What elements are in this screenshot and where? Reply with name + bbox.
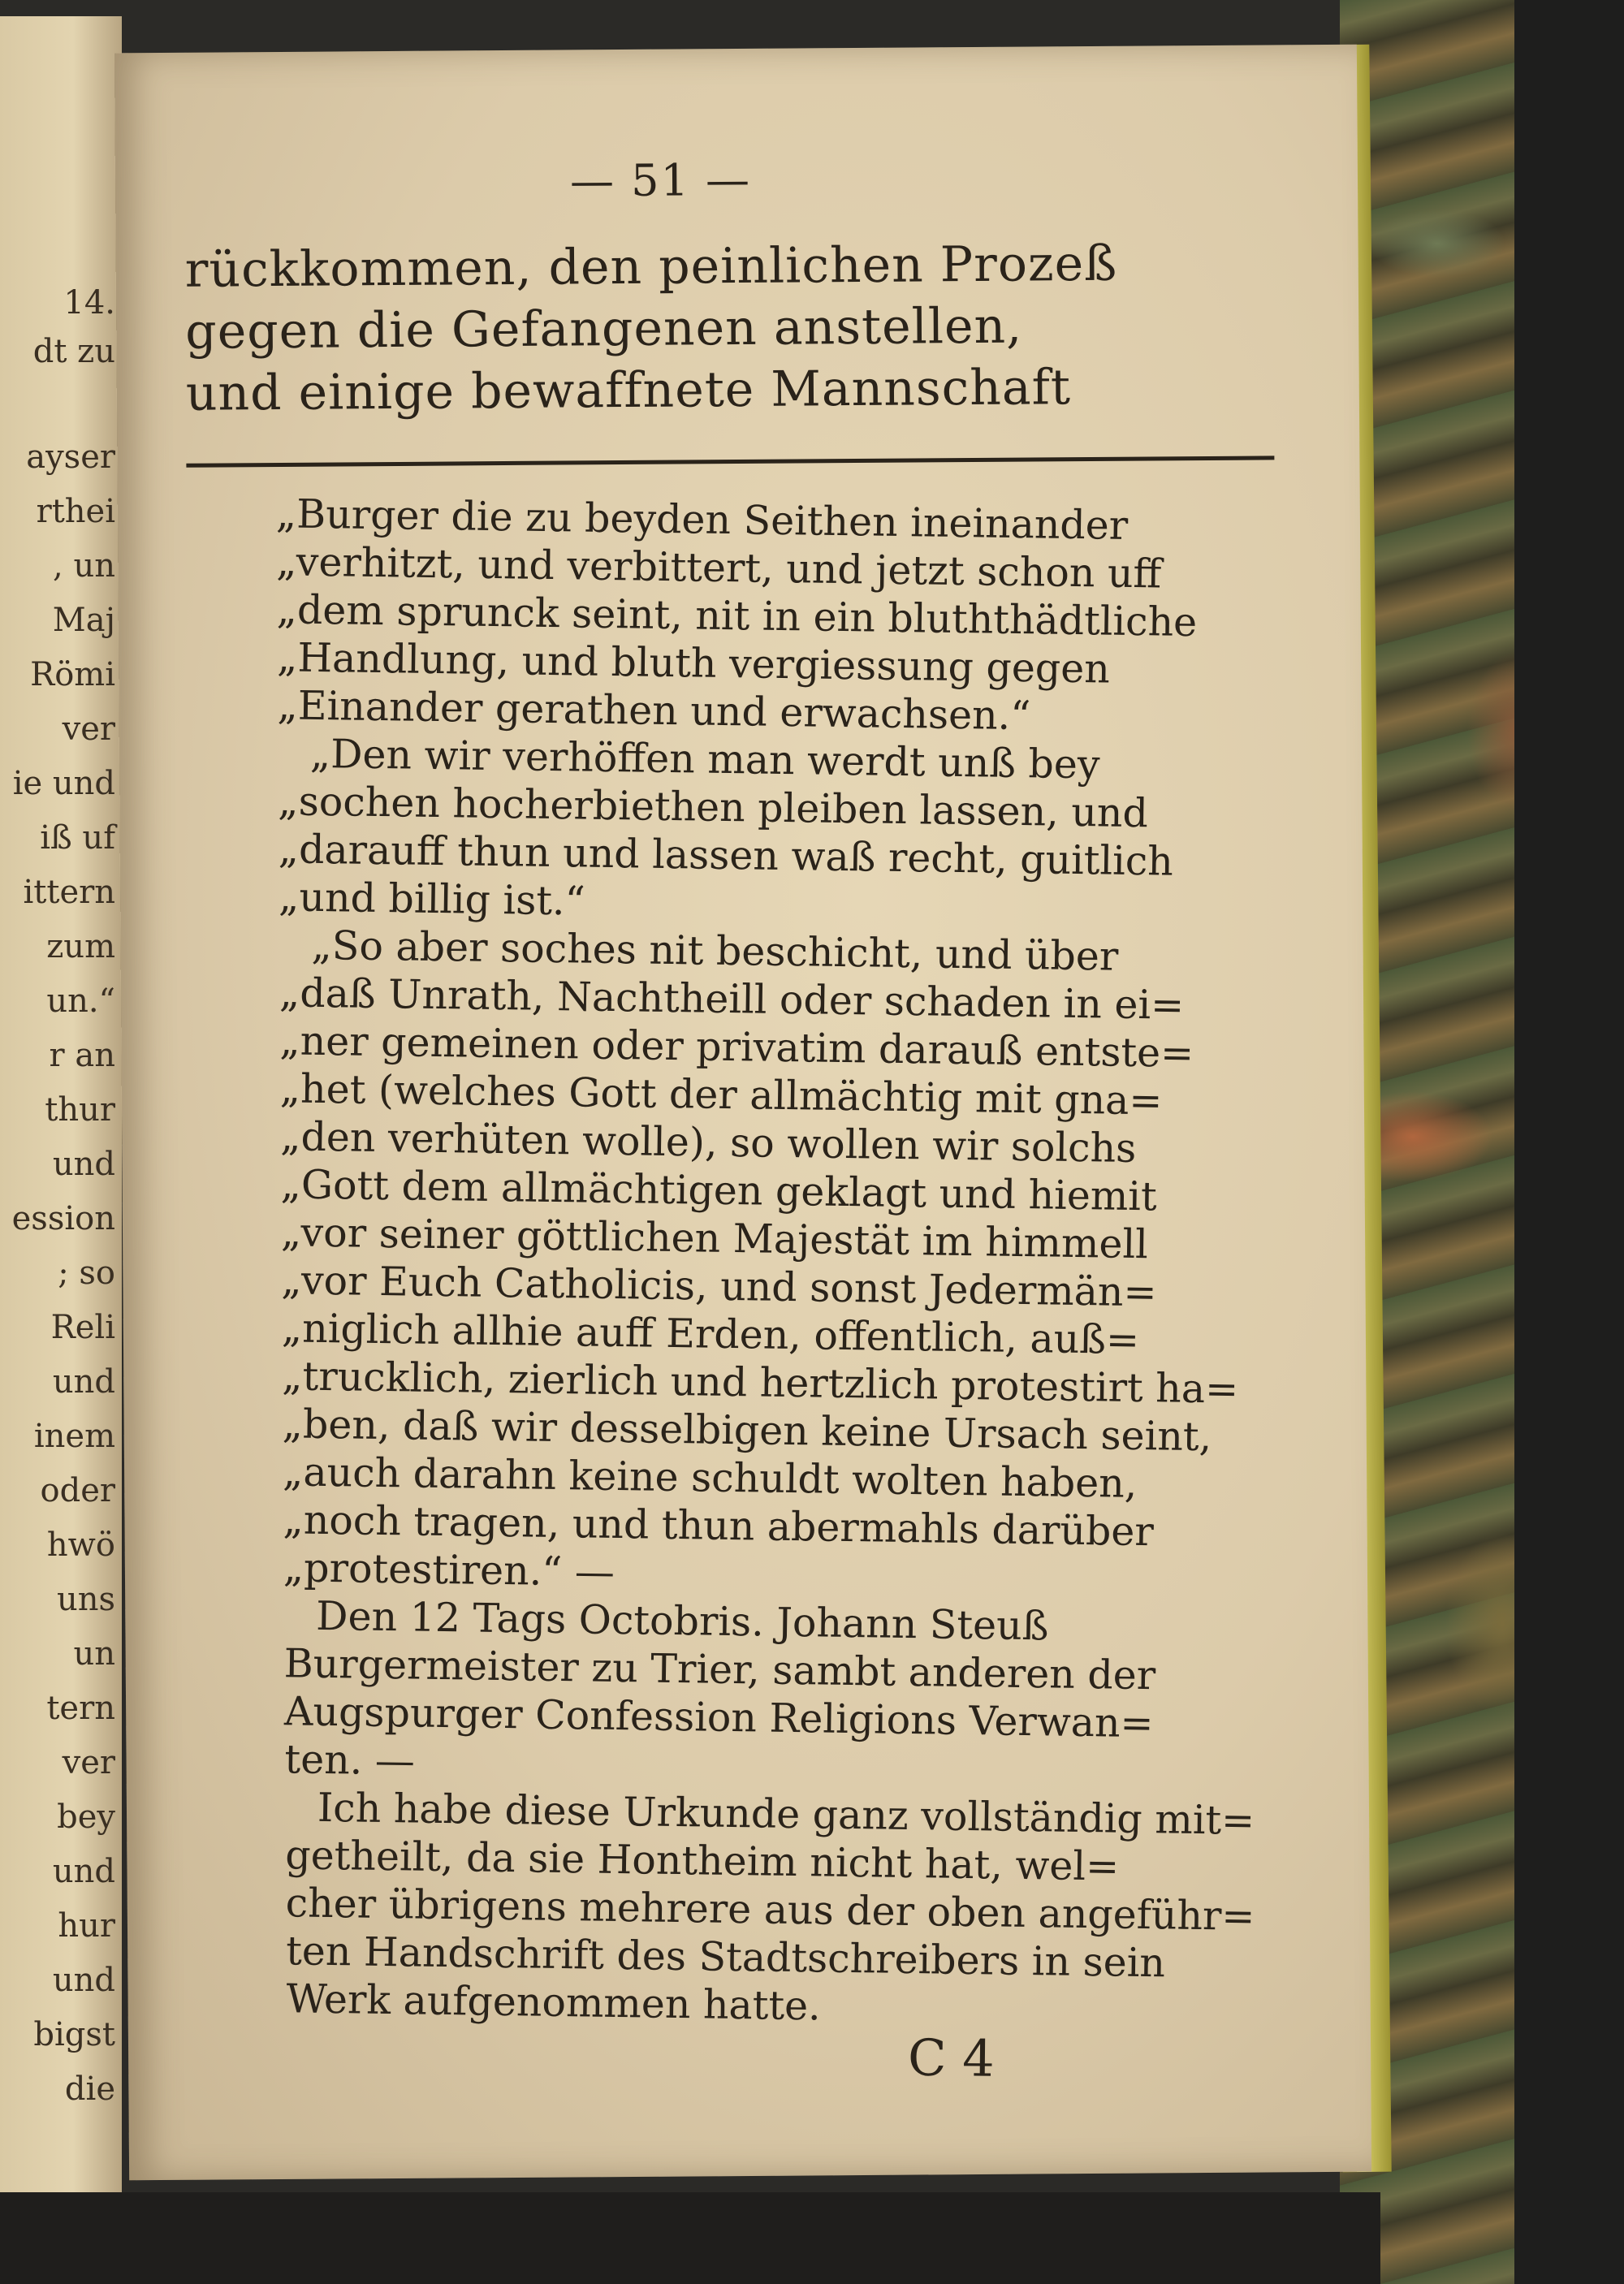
- previous-page-fragment: und: [52, 1146, 115, 1183]
- top-line: rückkommen, den peinlichen Prozeß: [184, 235, 1118, 299]
- page-text: [184, 231, 1276, 2030]
- body-line: cher übrigens mehrere aus der oben angeführ=: [285, 1880, 1255, 1940]
- previous-page-fragment: rthei: [36, 493, 115, 530]
- previous-page-fragment: zum: [46, 928, 115, 965]
- previous-page-fragment: r an: [49, 1037, 115, 1074]
- previous-page-fragment: inem: [33, 1418, 115, 1455]
- body-line: „Burger die zu beyden Seithen ineinander: [275, 490, 1129, 549]
- previous-page-fragment: thur: [45, 1091, 115, 1129]
- previous-page-fragment: oder: [40, 1472, 115, 1509]
- body-line: Den 12 Tags Octobris. Johann Steuß: [315, 1592, 1049, 1650]
- body-line: „noch tragen, und thun abermahls darüber: [283, 1496, 1155, 1556]
- body-line: „den verhüten wolle), so wollen wir solchs: [279, 1113, 1137, 1172]
- body-line: ten. —: [284, 1736, 416, 1785]
- previous-page-fragment: Reli: [50, 1309, 115, 1346]
- body-line: „verhitzt, und verbittert, und jetzt schon uff: [275, 538, 1162, 598]
- previous-page-fragment: iß uf: [40, 819, 115, 857]
- background-shadow: [0, 2192, 1380, 2284]
- body-line: „ner gemeinen oder privatim darauß entste=: [279, 1017, 1194, 1077]
- body-line: Werk aufgenommen hatte.: [286, 1975, 822, 2030]
- previous-page-fragment: hwö: [46, 1526, 115, 1564]
- previous-page-fragment: uns: [56, 1581, 115, 1618]
- body-line: ten Handschrift des Stadtschreibers in sein: [285, 1928, 1166, 1987]
- body-line: „niglich allhie auff Erden, offentlich, auß=: [281, 1305, 1140, 1364]
- top-line: und einige bewaffnete Mannschaft: [185, 359, 1072, 422]
- body-line: „Einander gerathen und erwachsen.“: [277, 682, 1031, 740]
- body-line: „auch darahn keine schuldt wolten haben,: [282, 1449, 1138, 1507]
- previous-page-fragment: ver: [62, 710, 115, 748]
- previous-page-fragment: 14.: [63, 284, 115, 322]
- previous-page-fragment: , un: [53, 547, 115, 585]
- previous-page-fragment: ittern: [23, 874, 115, 911]
- body-line: „daß Unrath, Nachtheill oder schaden in ei=: [279, 969, 1185, 1029]
- previous-page-fragment: ie und: [12, 765, 115, 802]
- body-line: „darauff thun und lassen waß recht, guitlich: [278, 826, 1174, 885]
- body-line: „vor Euch Catholicis, und sonst Jedermän=: [281, 1257, 1157, 1316]
- body-line: „und billig ist.“: [278, 874, 586, 925]
- previous-page-fragment: bey: [57, 1798, 115, 1836]
- previous-page-fragment: und: [52, 1962, 115, 1999]
- previous-page-fragment: un.“: [46, 982, 115, 1020]
- body-line: „dem sprunck seint, nit in ein bluththädtliche: [276, 586, 1198, 646]
- previous-page-fragment: ession: [11, 1200, 115, 1237]
- body-line: „Gott dem allmächtigen geklagt und hiemit: [280, 1161, 1158, 1220]
- previous-page: [0, 16, 122, 2200]
- body-line: „sochen hocherbiethen pleiben lassen, und: [277, 778, 1149, 837]
- separator-rule: [186, 456, 1274, 467]
- body-line: getheilt, da sie Hontheim nicht hat, wel=: [284, 1832, 1120, 1890]
- body-line: „vor seiner göttlichen Majestät im himmell: [280, 1209, 1149, 1268]
- body-line: „Handlung, und bluth vergiessung gegen: [276, 634, 1111, 693]
- previous-page-fragment: hur: [58, 1907, 115, 1945]
- body-line: „protestiren.“ —: [283, 1544, 615, 1595]
- body-line: Ich habe diese Urkunde ganz vollständig mit=: [317, 1784, 1255, 1844]
- body-line: Burgermeister zu Trier, sambt anderen der: [283, 1640, 1156, 1699]
- previous-page-fragment: Römi: [30, 656, 115, 693]
- page-number: — 51 —: [569, 153, 752, 207]
- previous-page-fragments: [0, 16, 122, 2200]
- previous-page-fragment: tern: [46, 1690, 115, 1727]
- previous-page-fragment: ayser: [26, 438, 115, 476]
- previous-page-fragment: und: [52, 1853, 115, 1890]
- signature-mark: C 4: [907, 2027, 996, 2088]
- previous-page-fragment: un: [73, 1635, 115, 1673]
- book-page: [114, 45, 1371, 2181]
- cover-edge: [1514, 0, 1624, 2284]
- body-line: „trucklich, zierlich und hertzlich protestirt ha=: [281, 1353, 1239, 1413]
- body-line: „het (welches Gott der allmächtig mit gna=: [279, 1065, 1163, 1125]
- top-line: gegen die Gefangenen anstellen,: [185, 297, 1023, 361]
- body-line: Augspurger Confession Religions Verwan=: [283, 1688, 1154, 1747]
- body-line: „ben, daß wir desselbigen keine Ursach seint,: [282, 1401, 1212, 1461]
- previous-page-fragment: Maj: [52, 602, 115, 639]
- previous-page-fragment: bigst: [33, 2016, 115, 2053]
- previous-page-fragment: und: [52, 1363, 115, 1401]
- body-line: „Den wir verhöffen man werdt unß bey: [309, 730, 1100, 788]
- previous-page-fragment: ver: [62, 1744, 115, 1781]
- body-line: „So aber soches nit beschicht, und über: [311, 922, 1119, 980]
- previous-page-fragment: ; so: [58, 1254, 115, 1292]
- previous-page-fragment: dt zu: [32, 333, 115, 370]
- previous-page-fragment: die: [64, 2070, 115, 2108]
